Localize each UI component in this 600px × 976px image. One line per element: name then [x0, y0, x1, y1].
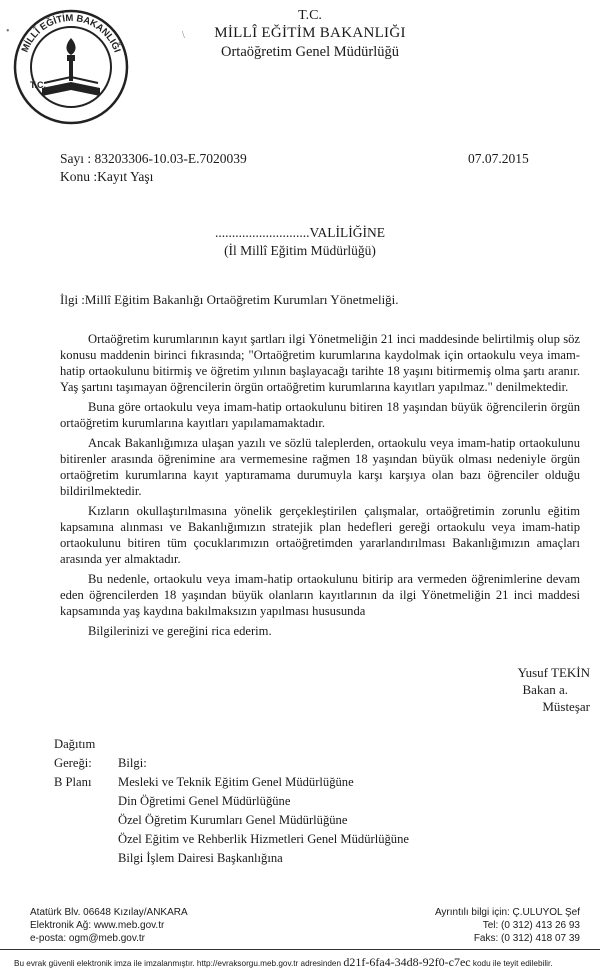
signatory-name: Yusuf TEKİN — [517, 665, 590, 680]
signature-block — [420, 664, 590, 715]
footer-address-line: Atatürk Blv. 06648 Kızılay/ANKARA — [30, 907, 188, 918]
body-paragraph: Buna göre ortaokulu veya imam-hatip ortaokulunu bitiren 18 yaşından büyük öğrencilerin örgün ortaöğretim kurumlarına kayıtları yapılamamaktadır. — [60, 400, 580, 430]
distribution-item: Özel Öğretim Kurumları Genel Müdürlüğüne — [118, 813, 348, 827]
distribution-item: Mesleki ve Teknik Eğitim Genel Müdürlüğüne — [118, 775, 354, 789]
addressee-line2: (İl Millî Eğitim Müdürlüğü) — [224, 243, 376, 258]
footer-divider — [0, 949, 600, 950]
distribution-item: Özel Eğitim ve Rehberlik Hizmetleri Genel Müdürlüğüne — [118, 832, 409, 846]
header-tc: T.C. — [298, 8, 322, 23]
body-paragraph: Bilgilerinizi ve gereğini rica ederim. — [88, 624, 272, 638]
verification-code: d21f-6fa4-34d8-92f0-c7ec — [343, 955, 471, 969]
body-paragraph: Bu nedenle, ortaokulu veya imam-hatip ortaokulunu bitirip ara vermeden öğrenimlerine devam eden öğrencilerden 18 yaşından büyük olanların kayıtlarının da ilgi Yönetmeliğin 21 inci maddesi kapsamında yaş kaydına bakılmaksızın yapılması hususunda — [60, 572, 580, 618]
footer-contact — [400, 906, 580, 945]
distribution-item: Bilgi İşlem Dairesi Başkanlığına — [118, 851, 283, 865]
body-paragraph: Ancak Bakanlığımıza ulaşan yazılı ve sözlü taleplerden, ortaokulu veya imam-hatip ortaokulunu bitirenler arasında öğrenimine ara vermemesine rağmen 18 yaşından büyük olması nedeniyle örgün ortaöğretim kurumlarına kayıt yaptıramama durumuyla karşı karşıya olan bazı öğrenciler olduğu bildirilmektedir. — [60, 436, 580, 498]
footer-website[interactable]: Elektronik Ağ: www.meb.gov.tr — [30, 920, 165, 931]
verification-prefix: Bu evrak güvenli elektronik imza ile imzalanmıştır. http://evraksorgu.meb.gov.tr adresinden — [14, 959, 342, 968]
footer-fax: Faks: (0 312) 418 07 39 — [473, 933, 580, 944]
scan-mark: • — [6, 26, 10, 37]
footer-address — [30, 906, 188, 945]
body-paragraph: Kızların okullaştırılmasına yönelik gerçekleştirilen çalışmalar, ortaöğretimin zorunlu eğitim kapsamına alınması ve Bakanlığımızın stratejik plan hedefleri gereği ortaokulu veya imam-hatip ortaokulunu bitiren tüm çocuklarımızın ortaöğretimden yararlandırılması Bakanlığımızın amaçları arasında yer almaktadır. — [60, 504, 580, 566]
verification-suffix: kodu ile teyit edilebilir. — [472, 959, 553, 968]
ilgi-line: İlgi :Millî Eğitim Bakanlığı Ortaöğretim Kurumları Yönetmeliği. — [60, 292, 399, 307]
footer-contact-person: Ayrıntılı bilgi için: Ç.ULUYOL Şef — [434, 907, 580, 918]
konu-line: Konu :Kayıt Yaşı — [60, 169, 154, 184]
sayi-line: Sayı : 83203306-10.03-E.7020039 — [60, 151, 247, 166]
scan-mark: \ — [182, 30, 185, 41]
distribution-item: Din Öğretimi Genel Müdürlüğüne — [118, 794, 291, 808]
distribution-gerege-label: Gereği: — [54, 756, 92, 770]
addressee-line1: ............................VALİLİĞİNE — [215, 225, 385, 240]
verification-line — [14, 955, 594, 970]
body-paragraph: Ortaöğretim kurumlarının kayıt şartları ilgi Yönetmeliğin 21 inci maddesinde belirtilmiş olup söz konusu maddenin birinci fıkrasında; "Ortaöğretim kurumlarına kaydolmak için ortaokulu veya imam-hatip ortaokulunu bitirmiş ve öğretim yılının başlayacağı tarihte 18 yaşını bitirmemiş olma şartı aranır. Yaş şartını taşımayan öğrencilerin örgün ortaöğretim kurumlarına kayıtları yapılmaz." denilmektedir. — [60, 332, 580, 394]
letter-body — [60, 331, 580, 643]
distribution-list — [118, 754, 409, 868]
ministry-seal-icon — [12, 8, 130, 126]
distribution-plan-label: B Planı — [54, 775, 92, 789]
signatory-title1: Bakan a. — [522, 682, 568, 697]
logo-arc-text: MİLLÎ EĞİTİM BAKANLIĞI — [19, 12, 123, 55]
ministry-logo — [12, 8, 130, 126]
footer-phone: Tel: (0 312) 413 26 93 — [482, 920, 580, 931]
header-directorate: Ortaöğretim Genel Müdürlüğü — [221, 44, 399, 60]
signatory-title2: Müsteşar — [542, 699, 590, 714]
distribution-labels — [54, 735, 95, 792]
document-date: 07.07.2015 — [468, 151, 529, 166]
logo-letters: T.C. — [30, 80, 47, 90]
distribution-bilgi-label: Bilgi: — [118, 756, 147, 770]
header-ministry: MİLLÎ EĞİTİM BAKANLIĞI — [214, 25, 406, 41]
footer-email[interactable]: e-posta: ogm@meb.gov.tr — [30, 933, 146, 944]
distribution-label: Dağıtım — [54, 737, 96, 751]
